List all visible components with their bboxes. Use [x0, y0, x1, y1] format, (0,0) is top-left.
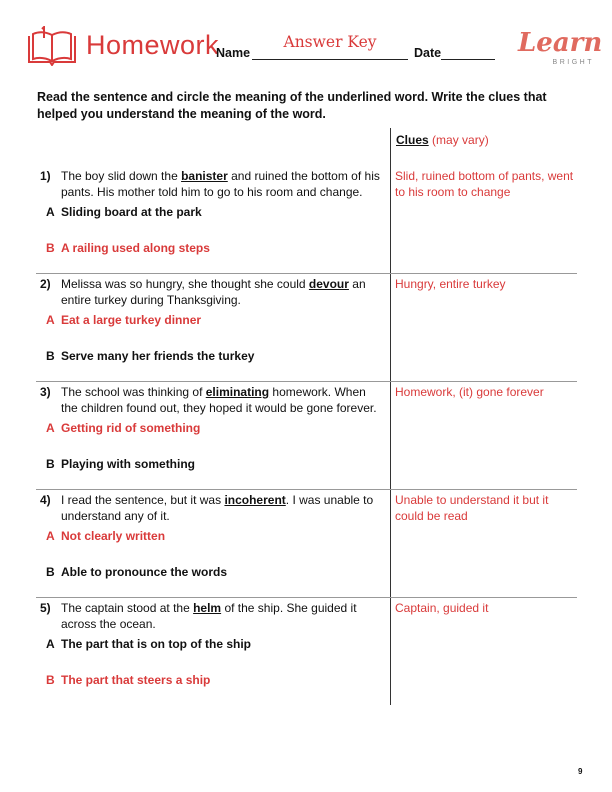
question-number: 4) [40, 493, 51, 507]
answer-option-correct[interactable]: The part that steers a ship [61, 673, 211, 687]
homework-book-icon [26, 26, 78, 66]
underlined-word: banister [181, 169, 228, 183]
option-letter: B [46, 349, 55, 363]
option-letter: A [46, 205, 55, 219]
option-letter: A [46, 529, 55, 543]
clue-answer: Unable to understand it but it could be read [395, 493, 549, 523]
question-number: 5) [40, 601, 51, 615]
question-sentence [61, 600, 385, 632]
question-sentence [61, 384, 385, 416]
brand-subtitle: BRIGHT [552, 59, 594, 66]
name-field-line[interactable] [252, 59, 408, 60]
option-letter: B [46, 673, 55, 687]
clues-header [396, 133, 489, 147]
date-label: Date [414, 46, 442, 60]
underlined-word: eliminating [205, 385, 270, 399]
clue-answer: Captain, guided it [395, 601, 489, 615]
sentence-text: Melissa was so hungry, she thought she could [61, 277, 309, 291]
sentence-text: an entire turkey during Thanksgiving. [61, 277, 366, 307]
answer-option[interactable]: Able to pronounce the words [61, 565, 228, 579]
option-letter: A [46, 313, 55, 327]
question-number: 3) [40, 385, 51, 399]
question-number: 1) [40, 169, 51, 183]
question-sentence [61, 276, 385, 308]
option-letter: B [46, 241, 55, 255]
date-field-line[interactable] [441, 59, 495, 60]
answer-option-correct[interactable]: A railing used along steps [61, 241, 210, 255]
answer-option[interactable]: Playing with something [61, 457, 196, 471]
underlined-word: incoherent [224, 493, 286, 507]
sentence-text: The boy slid down the [61, 169, 182, 183]
sentence-text: . I was unable to understand any of it. [61, 493, 374, 523]
row-divider [36, 273, 577, 274]
option-letter: B [46, 457, 55, 471]
sentence-text: and ruined the bottom of his pants. His mother told him to go to his room and change. [61, 169, 380, 199]
row-divider [36, 489, 577, 490]
sentence-text: I read the sentence, but it was [61, 493, 225, 507]
option-letter: A [46, 421, 55, 435]
name-field-value: Answer Key [283, 33, 377, 51]
brand-name: Learn [518, 28, 603, 58]
clue-answer: Slid, ruined bottom of pants, went to his room to change [395, 169, 574, 199]
name-label: Name [216, 46, 251, 60]
underlined-word: helm [193, 601, 222, 615]
question-sentence [61, 492, 385, 524]
page-number: 9 [578, 767, 583, 776]
answer-option-correct[interactable]: Eat a large turkey dinner [61, 313, 202, 327]
row-divider [36, 381, 577, 382]
clue-answer: Hungry, entire turkey [395, 277, 506, 291]
clues-header-label: Clues [396, 133, 429, 147]
sentence-text: The school was thinking of [61, 385, 206, 399]
learn-bright-logo [518, 28, 603, 72]
underlined-word: devour [308, 277, 349, 291]
answer-option[interactable]: Serve many her friends the turkey [61, 349, 255, 363]
sentence-text: The captain stood at the [61, 601, 194, 615]
sentence-text: of the ship. She guided it across the ocean. [61, 601, 357, 631]
sentence-text: homework. When the children found out, they hoped it would be gone forever. [61, 385, 377, 415]
option-letter: B [46, 565, 55, 579]
question-sentence [61, 168, 385, 200]
instructions: Read the sentence and circle the meaning of the underlined word. Write the clues that helped you understand the meaning of the word. [37, 90, 547, 121]
option-letter: A [46, 637, 55, 651]
question-number: 2) [40, 277, 51, 291]
answer-option[interactable]: Sliding board at the park [61, 205, 202, 219]
clue-answer: Homework, (it) gone forever [395, 385, 544, 399]
clues-header-note: (may vary) [432, 133, 489, 147]
answer-option-correct[interactable]: Getting rid of something [61, 421, 201, 435]
column-divider [390, 128, 391, 705]
answer-option[interactable]: The part that is on top of the ship [61, 637, 251, 651]
row-divider [36, 597, 577, 598]
answer-option-correct[interactable]: Not clearly written [61, 529, 166, 543]
page-title: Homework [86, 30, 220, 60]
